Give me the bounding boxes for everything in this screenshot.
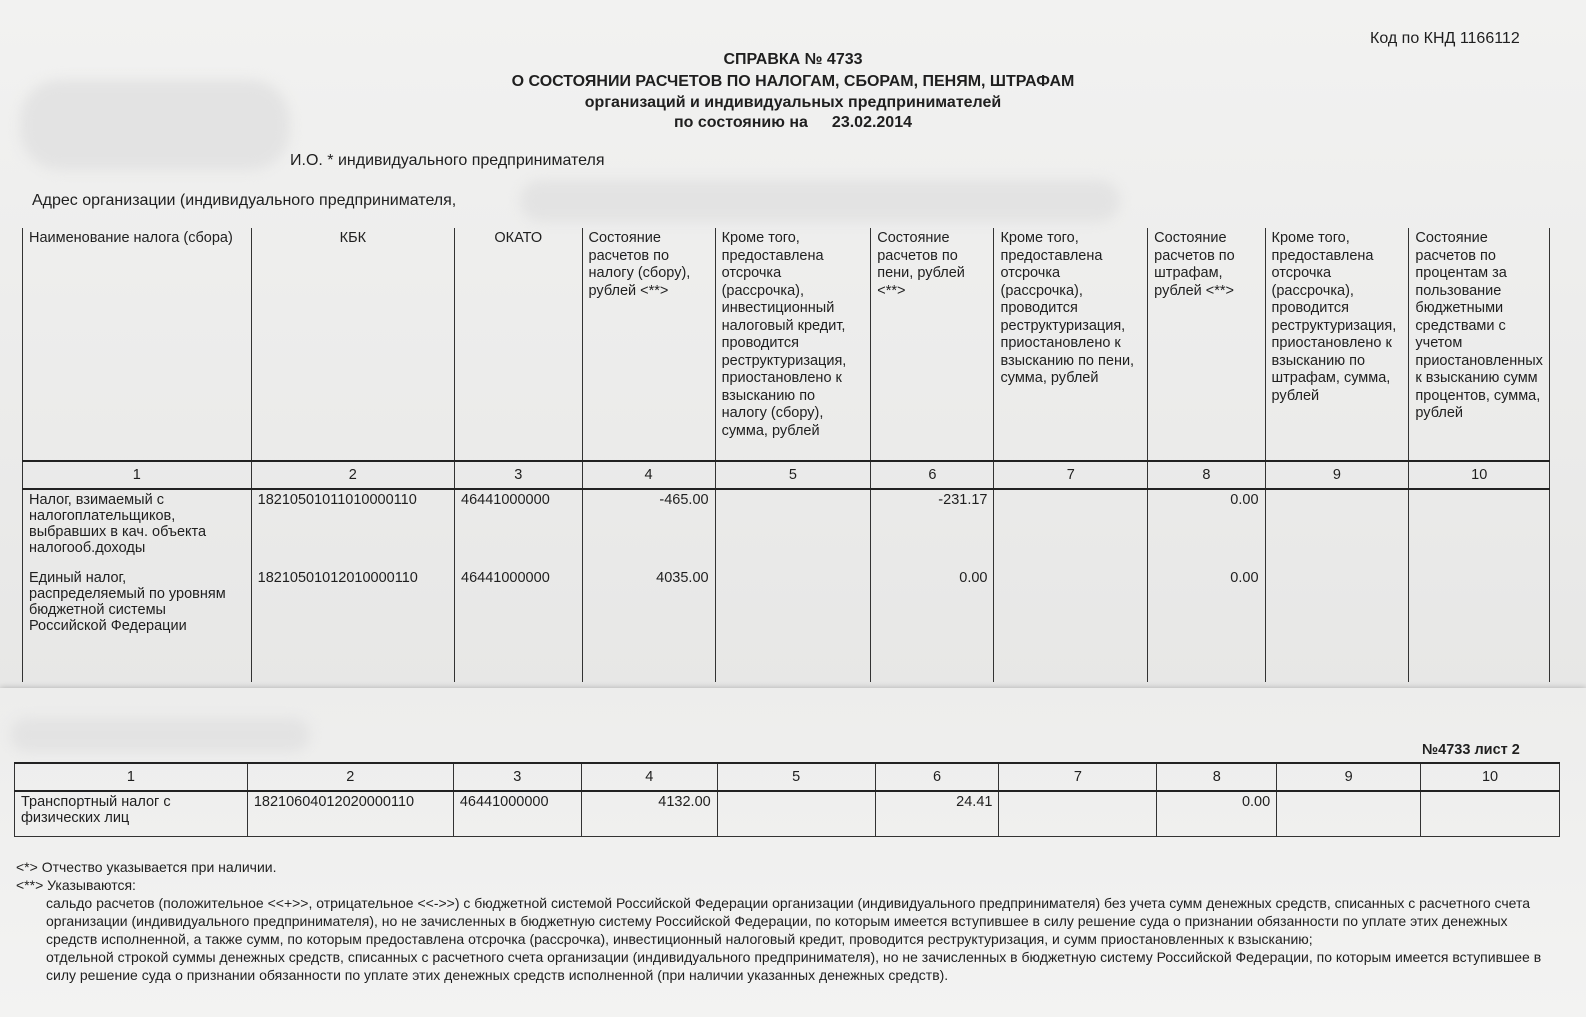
sheet-number: №4733 лист 2	[1422, 742, 1520, 758]
col-header-penalty: Состояние расчетов по пени, рублей <**>	[871, 228, 994, 461]
column-index: 10	[1409, 461, 1550, 489]
fines-balance: 0.00	[1148, 568, 1265, 682]
col-header-kbk: КБК	[251, 228, 454, 461]
tax-deferral	[717, 791, 875, 837]
column-index: 7	[994, 461, 1148, 489]
kbk-code: 18210501012010000110	[251, 568, 454, 682]
table-row	[23, 489, 1550, 568]
report-date: 23.02.2014	[831, 114, 912, 131]
col-header-okato: ОКАТО	[455, 228, 582, 461]
column-index: 8	[1157, 763, 1277, 791]
penalty-deferral	[999, 791, 1157, 837]
column-index: 4	[582, 461, 715, 489]
redacted-area	[520, 180, 1120, 222]
interest-balance	[1409, 568, 1550, 682]
tax-balance: -465.00	[582, 489, 715, 568]
footnote-1: <*> Отчество указывается при наличии.	[16, 859, 277, 875]
col-header-name: Наименование налога (сбора)	[23, 228, 252, 461]
tax-table-sheet-2	[14, 762, 1560, 837]
footnotes	[16, 858, 1546, 984]
fines-deferral	[1277, 791, 1421, 837]
fines-balance: 0.00	[1157, 791, 1277, 837]
fines-balance: 0.00	[1148, 489, 1265, 568]
penalty-balance: 24.41	[875, 791, 999, 837]
column-index: 7	[999, 763, 1157, 791]
tax-balance: 4035.00	[582, 568, 715, 682]
tax-name: Налог, взимаемый с налогоплательщиков, выбравших в кач. объекта налогооб.доходы	[23, 489, 252, 568]
footnote-paragraph-1: сальдо расчетов (положительное <<+>>, отрицательное <<->>) с бюджетной системой Российской Федерации организации (индивидуального предпринимателя) без учета сумм денежных средств, списанных с расчетного счета организации (индивидуального предпринимателя), но не зачисленных в бюджетную систему Российской Федерации, по которым имеется вступившее в силу решение суда о признании обязанности по уплате этих денежных средств исполненной, а также сумм, по которым предоставлена отсрочка (рассрочка), инвестиционный налоговый кредит, проводится реструктуризация, и сумм приостановленных к взысканию;	[46, 895, 1531, 947]
penalty-balance: -231.17	[871, 489, 994, 568]
column-index: 9	[1277, 763, 1421, 791]
interest-balance	[1421, 791, 1560, 837]
column-index: 5	[717, 763, 875, 791]
column-index: 1	[15, 763, 248, 791]
okato-code: 46441000000	[455, 489, 582, 568]
footnote-paragraph-2: отдельной строкой суммы денежных средств, списанных с расчетного счета организации (индивидуального предпринимателя), но не зачисленных в бюджетную систему Российской Федерации, по которым имеется вступившее в силу решение суда о признании обязанности по уплате этих денежных средств исполненной (при наличии указанных денежных средств).	[46, 949, 1542, 983]
tax-name: Единый налог, распределяемый по уровням бюджетной системы Российской Федерации	[23, 568, 252, 682]
col-header-defer-tax: Кроме того, предоставлена отсрочка (рассрочка), инвестиционный налоговый кредит, проводится реструктуризация, приостановлено к взысканию по налогу (сбору), сумма, рублей	[715, 228, 871, 461]
column-index: 2	[247, 763, 453, 791]
penalty-balance: 0.00	[871, 568, 994, 682]
footnote-2: <**> Указываются:	[16, 877, 136, 893]
column-index: 6	[875, 763, 999, 791]
column-index: 1	[23, 461, 252, 489]
col-header-defer-penalty: Кроме того, предоставлена отсрочка (рассрочка), проводится реструктуризация, приостановлено к взысканию по пени, сумма, рублей	[994, 228, 1148, 461]
kbk-code: 18210501011010000110	[251, 489, 454, 568]
column-index-row	[23, 461, 1550, 489]
kbk-code: 18210604012020000110	[247, 791, 453, 837]
table-row	[23, 568, 1550, 682]
column-index: 3	[455, 461, 582, 489]
tax-deferral	[715, 568, 871, 682]
col-header-tax: Состояние расчетов по налогу (сбору), рублей <**>	[582, 228, 715, 461]
okato-code: 46441000000	[453, 791, 581, 837]
column-index: 2	[251, 461, 454, 489]
tax-balance: 4132.00	[581, 791, 717, 837]
col-header-fines: Состояние расчетов по штрафам, рублей <**>	[1148, 228, 1265, 461]
certificate-scope: организаций и индивидуальных предпринимателей	[584, 94, 1002, 111]
knd-code: Код по КНД 1166112	[1370, 30, 1520, 47]
table-row	[15, 791, 1560, 837]
col-header-interest: Состояние расчетов по процентам за пользование бюджетными средствами с учетом приостановленных к взысканию сумм процентов, сумма, рублей	[1409, 228, 1550, 461]
tax-table-sheet-1	[22, 228, 1550, 682]
redacted-area	[20, 80, 290, 170]
column-index-row	[15, 763, 1560, 791]
col-header-defer-fines: Кроме того, предоставлена отсрочка (рассрочка), проводится реструктуризация, приостановлено к взысканию по штрафам, сумма, рублей	[1265, 228, 1409, 461]
tax-deferral	[715, 489, 871, 568]
penalty-deferral	[994, 489, 1148, 568]
column-index: 9	[1265, 461, 1409, 489]
tax-name: Транспортный налог с физических лиц	[15, 791, 248, 837]
column-index: 4	[581, 763, 717, 791]
penalty-deferral	[994, 568, 1148, 682]
column-index: 3	[453, 763, 581, 791]
certificate-subtitle: О СОСТОЯНИИ РАСЧЕТОВ ПО НАЛОГАМ, СБОРАМ, ПЕНЯМ, ШТРАФАМ	[511, 73, 1075, 90]
column-index: 10	[1421, 763, 1560, 791]
entrepreneur-name-line: И.О. * индивидуального предпринимателя	[290, 152, 605, 169]
redacted-area	[10, 718, 310, 752]
column-index: 8	[1148, 461, 1265, 489]
okato-code: 46441000000	[455, 568, 582, 682]
date-prefix: по состоянию на	[673, 114, 808, 131]
column-index: 5	[715, 461, 871, 489]
interest-balance	[1409, 489, 1550, 568]
address-line: Адрес организации (индивидуального предпринимателя,	[32, 192, 457, 209]
table-header-row	[23, 228, 1550, 461]
fines-deferral	[1265, 489, 1409, 568]
column-index: 6	[871, 461, 994, 489]
certificate-title: СПРАВКА № 4733	[723, 51, 863, 68]
fines-deferral	[1265, 568, 1409, 682]
